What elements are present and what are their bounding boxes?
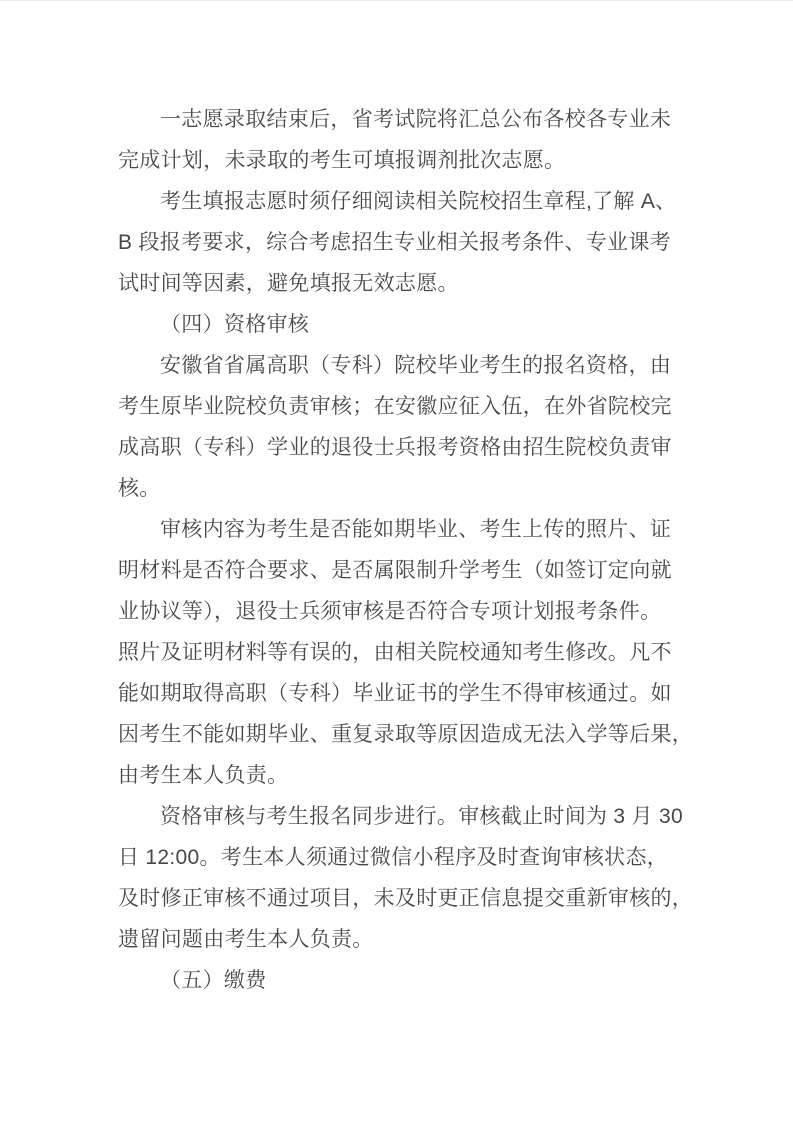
text-line: 遗留问题由考生本人负责。: [118, 928, 374, 951]
text-line: 安徽省省属高职（专科）院校毕业考生的报名资格，由: [160, 354, 672, 377]
text-line: 资格审核与考生报名同步进行。审核截止时间为 3 月 30: [160, 805, 683, 828]
text-line: 业协议等），退役士兵须审核是否符合专项计划报考条件。: [118, 600, 662, 623]
body-paragraph: [118, 509, 694, 796]
text-line: （四）资格审核: [160, 313, 310, 336]
text-line: （五）缴费: [160, 969, 267, 992]
text-line: 考生填报志愿时须仔细阅读相关院校招生章程,了解 A、: [160, 190, 677, 213]
body-paragraph: [118, 181, 678, 304]
text-line: 因考生不能如期毕业、重复录取等原因造成无法入学等后果，: [118, 723, 694, 746]
text-line: 考生原毕业院校负责审核；在安徽应征入伍，在外省院校完: [118, 395, 672, 418]
text-line: 成高职（专科）学业的退役士兵报考资格由招生院校负责审: [118, 436, 672, 459]
text-line: 日 12:00。考生本人须通过微信小程序及时查询审核状态，: [118, 846, 669, 869]
text-line: 明材料是否符合要求、是否属限制升学考生（如签订定向就: [118, 559, 672, 582]
page-top-edge: [0, 0, 793, 1]
text-line: 一志愿录取结束后，省考试院将汇总公布各校各专业未: [160, 108, 672, 131]
body-paragraph: [118, 796, 694, 960]
text-line: 能如期取得高职（专科）毕业证书的学生不得审核通过。如: [118, 682, 672, 705]
text-line: B 段报考要求，综合考虑招生专业相关报考条件、专业课考: [118, 231, 671, 254]
text-line: 审核内容为考生是否能如期毕业、考生上传的照片、证: [160, 518, 672, 541]
document-content: [118, 99, 694, 1001]
text-line: 及时修正审核不通过项目，未及时更正信息提交重新审核的，: [118, 887, 694, 910]
section-heading: [118, 960, 678, 1001]
text-line: 照片及证明材料等有误的，由相关院校通知考生修改。凡不: [118, 641, 672, 664]
body-paragraph: [118, 99, 678, 181]
text-line: 由考生本人负责。: [118, 764, 289, 787]
text-line: 核。: [118, 477, 161, 500]
text-line: 试时间等因素，避免填报无效志愿。: [118, 272, 459, 295]
section-heading: [118, 304, 678, 345]
text-line: 完成计划，未录取的考生可填报调剂批次志愿。: [118, 149, 566, 172]
body-paragraph: [118, 345, 678, 509]
